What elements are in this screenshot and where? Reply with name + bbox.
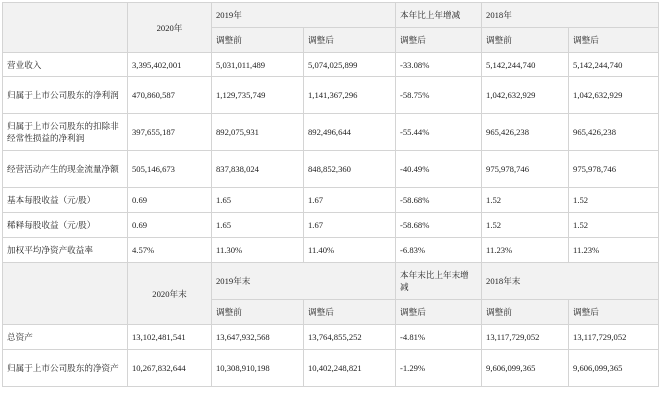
row-label: 总资产 [3,325,128,350]
balance-header-2020: 2020年末 [128,263,212,325]
header-2018-before: 调整前 [482,28,569,53]
balance-header-2019: 2019年末 [212,263,396,300]
cell-2019-before: 5,031,011,489 [212,53,304,77]
cell-2019-before: 13,647,932,568 [212,325,304,350]
table-row-net-profit-excl [3,114,659,151]
cell-2018-after: 1,042,632,929 [569,77,659,114]
cell-2020: 0.69 [128,213,212,238]
cell-change: -58.68% [396,188,482,213]
row-label: 经营活动产生的现金流量净额 [3,151,128,188]
cell-change: -6.83% [396,238,482,263]
cell-change: -40.49% [396,151,482,188]
row-label: 基本每股收益（元/股） [3,188,128,213]
cell-2019-after: 1,141,367,296 [304,77,396,114]
cell-2019-before: 11.30% [212,238,304,263]
table-row-cash-flow [3,151,659,188]
cell-2019-after: 1.67 [304,188,396,213]
header-2019-after: 调整后 [304,28,396,53]
header-2019-before: 调整前 [212,28,304,53]
cell-2019-before: 1.65 [212,188,304,213]
balance-header-blank-cell [3,263,128,325]
cell-2020: 4.57% [128,238,212,263]
cell-2020: 3,395,402,001 [128,53,212,77]
header-change-after: 调整后 [396,28,482,53]
cell-2018-after: 13,117,729,052 [569,325,659,350]
row-label: 稀释每股收益（元/股） [3,213,128,238]
row-label: 营业收入 [3,53,128,77]
row-label: 归属于上市公司股东的净利润 [3,77,128,114]
cell-2018-before: 965,426,238 [482,114,569,151]
cell-2018-after: 1.52 [569,188,659,213]
cell-2018-before: 1.52 [482,213,569,238]
row-label: 归属于上市公司股东的净资产 [3,350,128,387]
cell-2018-after: 5,142,244,740 [569,53,659,77]
table-row-basic-eps [3,188,659,213]
table-row-total-assets [3,325,659,350]
cell-2018-before: 9,606,099,365 [482,350,569,387]
table-row-roe [3,238,659,263]
balance-header-2018: 2018年末 [482,263,659,300]
header-blank-cell [3,3,128,53]
table-row-net-profit [3,77,659,114]
header-2019: 2019年 [212,3,396,28]
cell-change: -33.08% [396,53,482,77]
cell-2019-before: 1.65 [212,213,304,238]
cell-change: -4.81% [396,325,482,350]
cell-change: -1.29% [396,350,482,387]
cell-2018-after: 975,978,746 [569,151,659,188]
cell-2019-after: 5,074,025,899 [304,53,396,77]
cell-2018-before: 11.23% [482,238,569,263]
cell-2019-after: 13,764,855,252 [304,325,396,350]
cell-2018-before: 1.52 [482,188,569,213]
cell-2018-before: 5,142,244,740 [482,53,569,77]
cell-2020: 470,860,587 [128,77,212,114]
cell-2019-before: 837,838,024 [212,151,304,188]
cell-2019-after: 892,496,644 [304,114,396,151]
cell-2019-before: 10,308,910,198 [212,350,304,387]
balance-header-change: 本年末比上年末增减 [396,263,482,300]
cell-2019-after: 10,402,248,821 [304,350,396,387]
cell-2020: 10,267,832,644 [128,350,212,387]
cell-2018-after: 965,426,238 [569,114,659,151]
header-2018-after: 调整后 [569,28,659,53]
cell-2018-after: 9,606,099,365 [569,350,659,387]
table-row-diluted-eps [3,213,659,238]
cell-2019-before: 892,075,931 [212,114,304,151]
cell-2019-before: 1,129,735,749 [212,77,304,114]
header-2018: 2018年 [482,3,659,28]
header-2020: 2020年 [128,3,212,53]
balance-header-2018-before: 调整前 [482,300,569,325]
cell-2020: 397,655,187 [128,114,212,151]
header-change: 本年比上年增减 [396,3,482,28]
cell-2018-after: 1.52 [569,213,659,238]
cell-2018-before: 13,117,729,052 [482,325,569,350]
balance-header-2019-after: 调整后 [304,300,396,325]
cell-2019-after: 848,852,360 [304,151,396,188]
row-label: 归属于上市公司股东的扣除非经常性损益的净利润 [3,114,128,151]
cell-2019-after: 11.40% [304,238,396,263]
cell-change: -58.68% [396,213,482,238]
balance-header-change-after: 调整后 [396,300,482,325]
financial-table [2,2,659,387]
balance-header-row-years [3,263,659,300]
cell-change: -55.44% [396,114,482,151]
cell-2018-after: 11.23% [569,238,659,263]
balance-header-2018-after: 调整后 [569,300,659,325]
cell-2019-after: 1.67 [304,213,396,238]
cell-2020: 0.69 [128,188,212,213]
header-row-years [3,3,659,28]
table-row-revenue [3,53,659,77]
cell-2018-before: 1,042,632,929 [482,77,569,114]
table-row-net-assets [3,350,659,387]
cell-2018-before: 975,978,746 [482,151,569,188]
balance-header-2019-before: 调整前 [212,300,304,325]
cell-2020: 13,102,481,541 [128,325,212,350]
cell-2020: 505,146,673 [128,151,212,188]
row-label: 加权平均净资产收益率 [3,238,128,263]
cell-change: -58.75% [396,77,482,114]
